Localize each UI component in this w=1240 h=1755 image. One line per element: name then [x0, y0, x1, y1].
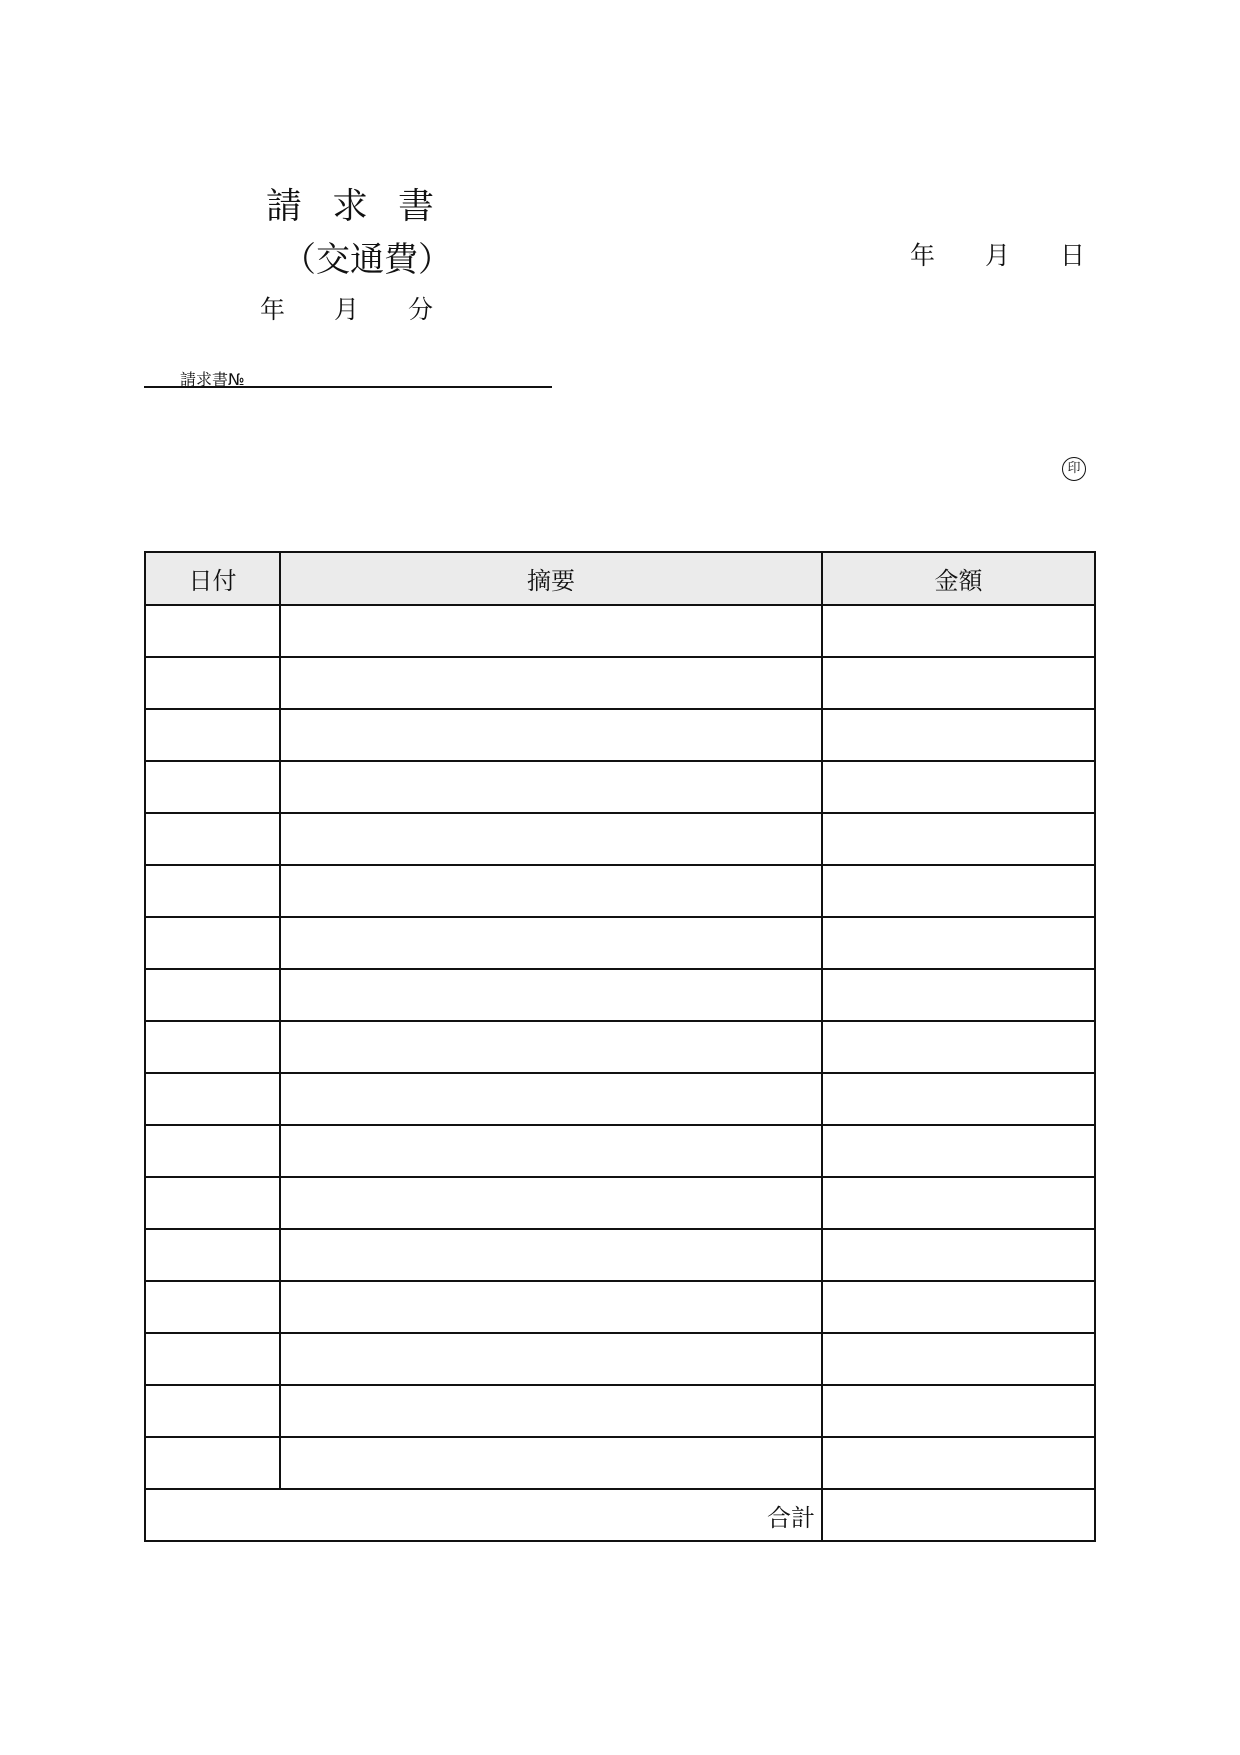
amount-cell[interactable] [822, 1021, 1095, 1073]
date-cell[interactable] [145, 813, 280, 865]
document-title [266, 178, 464, 229]
amount-cell[interactable] [822, 1437, 1095, 1489]
description-cell[interactable] [280, 605, 822, 657]
column-header-date: 日付 [145, 552, 280, 605]
amount-cell[interactable] [822, 709, 1095, 761]
date-month-label: 月 [985, 241, 1011, 270]
period-year-label: 年 [260, 295, 286, 324]
amount-cell[interactable] [822, 917, 1095, 969]
date-cell[interactable] [145, 1021, 280, 1073]
description-cell[interactable] [280, 1177, 822, 1229]
description-cell[interactable] [280, 1333, 822, 1385]
amount-cell[interactable] [822, 813, 1095, 865]
description-cell[interactable] [280, 917, 822, 969]
table-row [145, 1385, 1095, 1437]
date-cell[interactable] [145, 605, 280, 657]
table-row [145, 865, 1095, 917]
amount-cell[interactable] [822, 1177, 1095, 1229]
date-year-label: 年 [910, 241, 936, 270]
description-cell[interactable] [280, 969, 822, 1021]
description-cell[interactable] [280, 761, 822, 813]
table-row [145, 761, 1095, 813]
amount-cell[interactable] [822, 657, 1095, 709]
table-row [145, 1021, 1095, 1073]
date-cell[interactable] [145, 709, 280, 761]
description-cell[interactable] [280, 1021, 822, 1073]
invoice-number-label: 請求書№ [180, 370, 245, 389]
date-cell[interactable] [145, 1333, 280, 1385]
seal-mark: 印 [1062, 457, 1086, 481]
table-row [145, 709, 1095, 761]
table-row [145, 1437, 1095, 1489]
table-row [145, 1229, 1095, 1281]
table-row [145, 969, 1095, 1021]
date-cell[interactable] [145, 657, 280, 709]
description-cell[interactable] [280, 1125, 822, 1177]
description-cell[interactable] [280, 709, 822, 761]
description-cell[interactable] [280, 813, 822, 865]
date-cell[interactable] [145, 917, 280, 969]
table-row [145, 917, 1095, 969]
description-cell[interactable] [280, 865, 822, 917]
date-cell[interactable] [145, 761, 280, 813]
date-cell[interactable] [145, 1385, 280, 1437]
amount-cell[interactable] [822, 605, 1095, 657]
title-char-2: 求 [332, 186, 369, 227]
billing-period [260, 290, 433, 326]
title-char-3: 書 [398, 186, 435, 227]
total-row [145, 1489, 1095, 1541]
amount-cell[interactable] [822, 1229, 1095, 1281]
date-cell[interactable] [145, 1177, 280, 1229]
table-row [145, 1177, 1095, 1229]
date-day-label: 日 [1060, 241, 1086, 270]
total-label: 合計 [145, 1489, 822, 1541]
total-amount-cell[interactable] [822, 1489, 1095, 1541]
table-row [145, 1333, 1095, 1385]
description-cell[interactable] [280, 657, 822, 709]
description-cell[interactable] [280, 1229, 822, 1281]
issue-date [910, 236, 1085, 272]
amount-cell[interactable] [822, 865, 1095, 917]
description-cell[interactable] [280, 1437, 822, 1489]
column-header-amount: 金額 [822, 552, 1095, 605]
table-row [145, 1073, 1095, 1125]
period-suffix-label: 分 [408, 295, 434, 324]
amount-cell[interactable] [822, 969, 1095, 1021]
period-month-label: 月 [334, 295, 360, 324]
date-cell[interactable] [145, 1437, 280, 1489]
description-cell[interactable] [280, 1281, 822, 1333]
amount-cell[interactable] [822, 761, 1095, 813]
table-row [145, 657, 1095, 709]
column-header-description: 摘要 [280, 552, 822, 605]
expense-table [144, 551, 1096, 1542]
date-cell[interactable] [145, 969, 280, 1021]
table-row [145, 813, 1095, 865]
amount-cell[interactable] [822, 1125, 1095, 1177]
date-cell[interactable] [145, 865, 280, 917]
description-cell[interactable] [280, 1073, 822, 1125]
table-row [145, 605, 1095, 657]
description-cell[interactable] [280, 1385, 822, 1437]
document-subtitle: （交通費） [282, 240, 452, 280]
amount-cell[interactable] [822, 1281, 1095, 1333]
date-cell[interactable] [145, 1229, 280, 1281]
amount-cell[interactable] [822, 1073, 1095, 1125]
amount-cell[interactable] [822, 1385, 1095, 1437]
date-cell[interactable] [145, 1073, 280, 1125]
invoice-number-field[interactable] [144, 386, 552, 388]
table-row [145, 1281, 1095, 1333]
table-header-row [145, 552, 1095, 605]
table-body [145, 605, 1095, 1489]
date-cell[interactable] [145, 1281, 280, 1333]
date-cell[interactable] [145, 1125, 280, 1177]
title-char-1: 請 [266, 186, 303, 227]
amount-cell[interactable] [822, 1333, 1095, 1385]
table-row [145, 1125, 1095, 1177]
